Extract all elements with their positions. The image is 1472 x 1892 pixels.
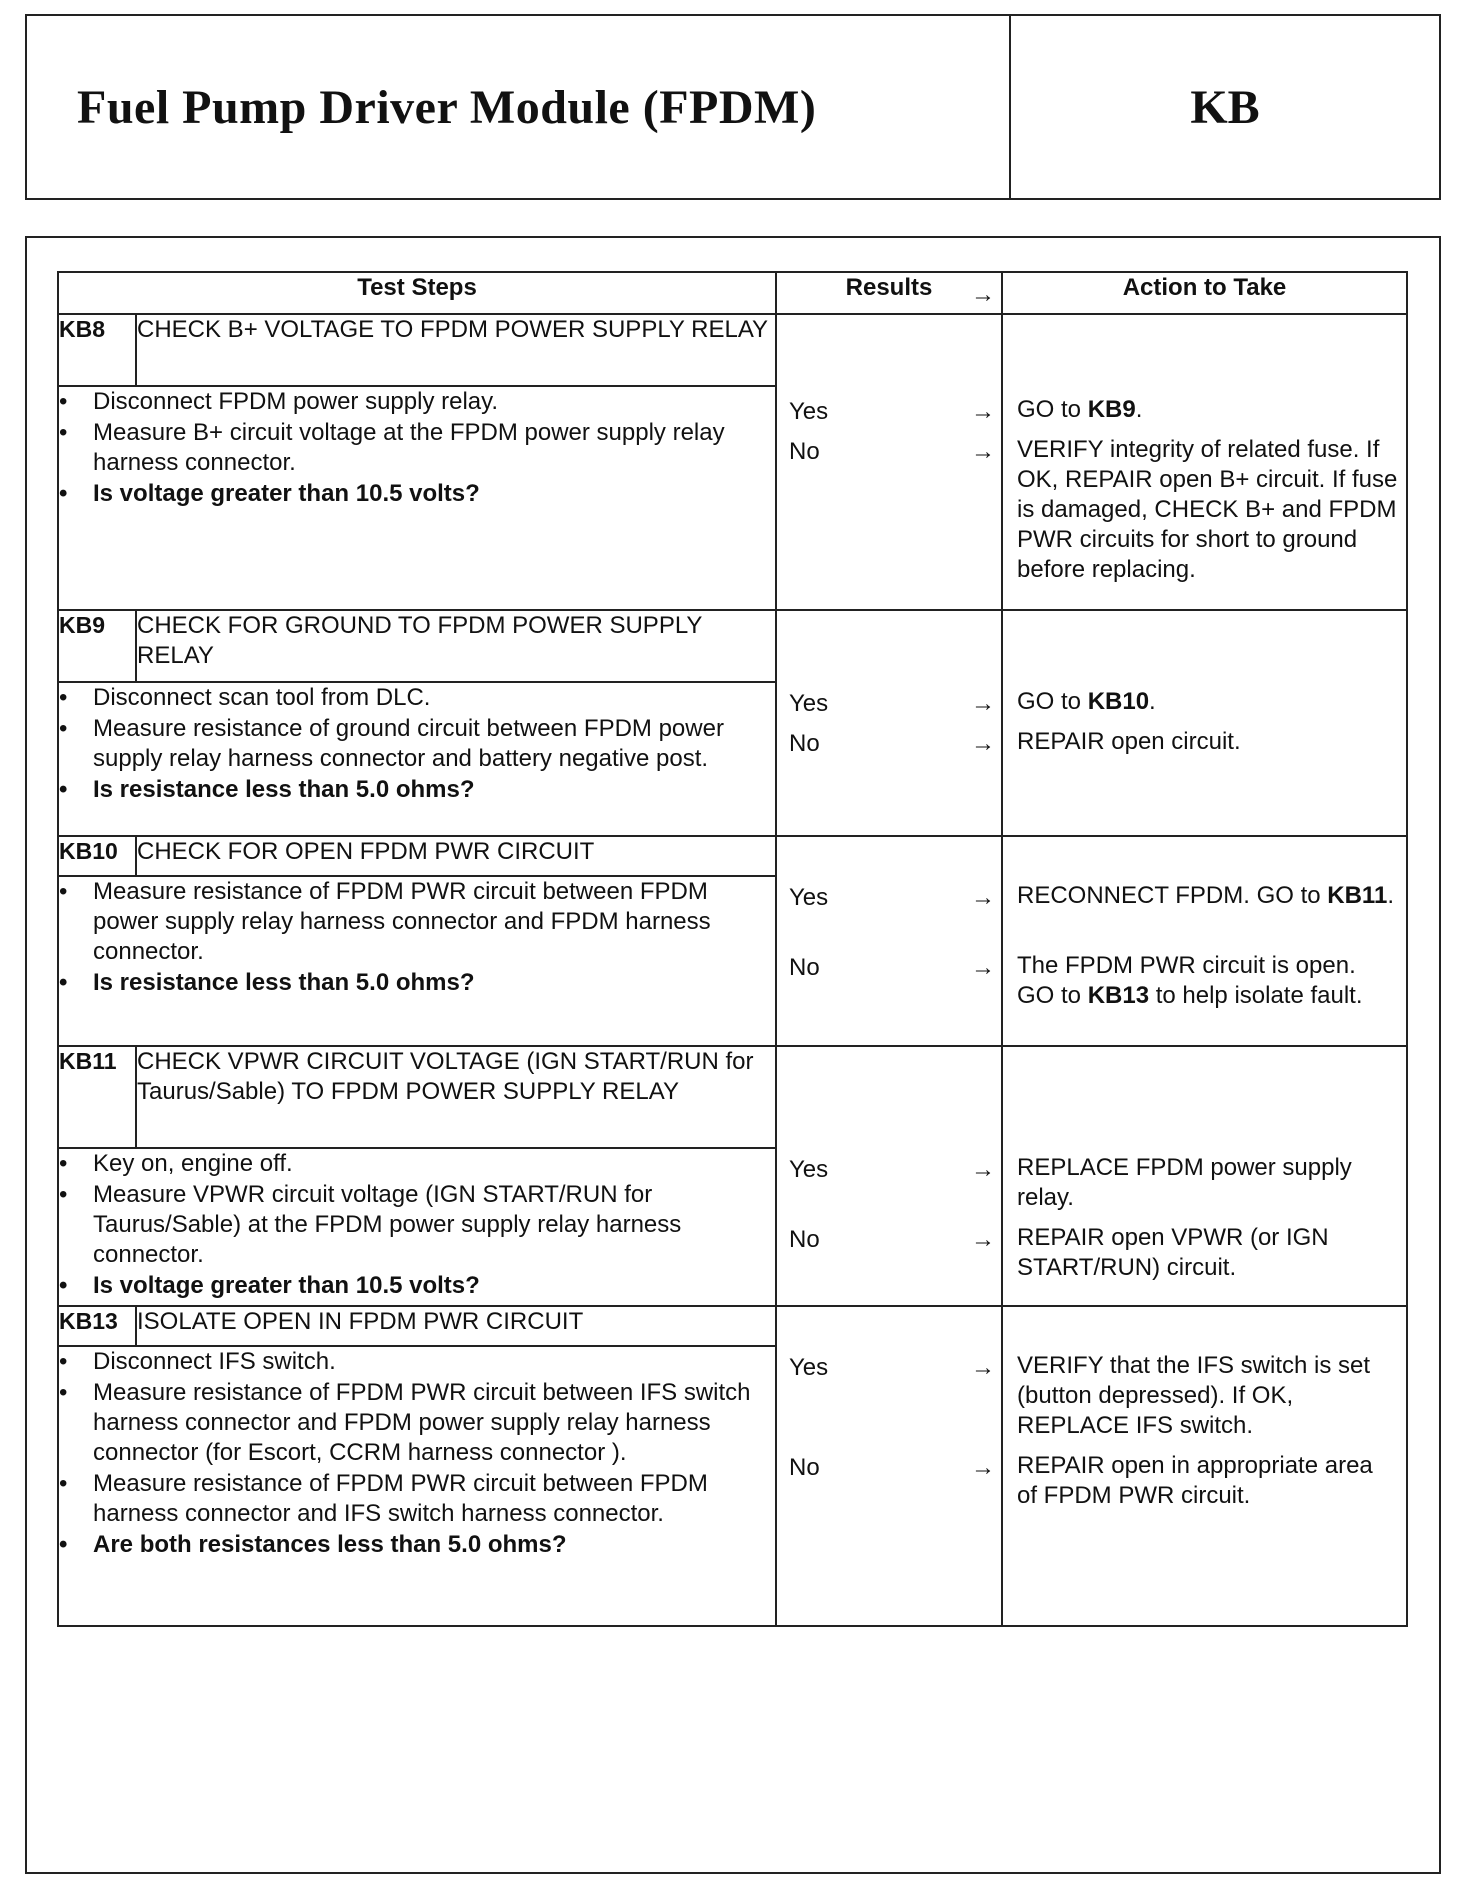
arrow-icon: → [971,1354,995,1381]
header-results [776,272,1002,314]
bullet-question: • Is voltage greater than 10.5 volts? [59,479,775,509]
header-results-label: Results [845,274,933,301]
action-no [1017,951,1398,1011]
action-text: VERIFY integrity of related fuse. If OK, REPAIR open B+ circuit. If fuse is damaged, CHECK B+ and FPDM PWR circuits for short to ground before replacing. [1017,436,1398,583]
step-actions [1002,610,1407,836]
action-text: REPAIR open VPWR (or IGN START/RUN) circuit. [1017,1224,1329,1281]
bullet-item: • Measure resistance of ground circuit between FPDM power supply relay harness connector and battery negative post. [59,714,775,774]
bullet-item: • Key on, engine off. [59,1149,775,1179]
bullet-question: • Is resistance less than 5.0 ohms? [59,775,775,805]
bullet-item: • Measure VPWR circuit voltage (IGN START/RUN for Taurus/Sable) at the FPDM power supply relay harness connector. [59,1180,775,1270]
step-bullets [58,386,776,610]
action-yes [1017,881,1398,911]
step-results [776,836,1002,1046]
action-text-post: to help isolate fault. [1149,982,1363,1009]
test-steps-table [57,271,1408,1627]
bullet-item: • Measure resistance of FPDM PWR circuit between FPDM harness connector and IFS switch harness connector. [59,1469,775,1529]
result-yes [789,1353,995,1383]
step-bullets [58,1346,776,1626]
header-box [25,14,1441,200]
arrow-icon: → [971,690,995,717]
action-text: GO to [1017,688,1088,715]
header-action: Action to Take [1002,272,1407,314]
step-actions [1002,836,1407,1046]
step-title: CHECK VPWR CIRCUIT VOLTAGE (IGN START/RUN for Taurus/Sable) TO FPDM POWER SUPPLY RELAY [136,1046,776,1148]
step-id: KB9 [58,610,136,682]
result-yes [789,689,995,719]
bullet-question: • Are both resistances less than 5.0 ohms? [59,1530,775,1560]
arrow-icon: → [971,730,995,757]
bullet-question: • Is resistance less than 5.0 ohms? [59,968,775,998]
arrow-icon: → [971,438,995,465]
action-text-post: . [1135,396,1143,423]
bullet-item: • Disconnect IFS switch. [59,1347,775,1377]
action-ref: KB13 [1087,982,1150,1009]
step-title: CHECK B+ VOLTAGE TO FPDM POWER SUPPLY RELAY [136,314,776,386]
result-no [789,437,995,467]
step-results [776,610,1002,836]
step-title: ISOLATE OPEN IN FPDM PWR CIRCUIT [136,1306,776,1346]
header-arrow-icon: → [971,281,995,308]
section-code: KB [1190,80,1260,134]
bullet-item: • Measure resistance of FPDM PWR circuit between FPDM power supply relay harness connector and FPDM harness connector. [59,877,775,967]
action-text-post: . [1387,882,1394,909]
action-text: RECONNECT FPDM. GO to [1017,882,1328,909]
step-actions [1002,1306,1407,1626]
action-no [1017,1451,1398,1511]
result-label: No [789,730,820,757]
step-results [776,1046,1002,1306]
result-no [789,1453,995,1483]
header-test-steps: Test Steps [58,272,776,314]
action-text: The FPDM PWR circuit is open. GO to [1017,952,1356,1009]
result-yes [789,397,995,427]
action-text: GO to [1017,396,1088,423]
arrow-icon: → [971,1226,995,1253]
step-id: KB10 [58,836,136,876]
action-ref: KB11 [1327,882,1388,909]
arrow-icon: → [971,1454,995,1481]
step-actions [1002,314,1407,610]
step-bullets [58,1148,776,1306]
result-yes [789,1155,995,1185]
page-title: Fuel Pump Driver Module (FPDM) [27,16,1011,198]
result-label: No [789,954,820,981]
step-bullets [58,682,776,836]
result-no [789,953,995,983]
result-label: Yes [789,398,829,425]
result-label: Yes [789,1354,829,1381]
result-label: No [789,438,820,465]
bullet-item: • Disconnect scan tool from DLC. [59,683,775,713]
action-text: REPAIR open circuit. [1017,728,1241,755]
action-text-post: . [1149,688,1156,715]
action-yes [1017,687,1398,717]
action-yes [1017,395,1398,425]
action-yes [1017,1351,1398,1441]
bullet-item: • Disconnect FPDM power supply relay. [59,387,775,417]
step-title: CHECK FOR OPEN FPDM PWR CIRCUIT [136,836,776,876]
action-text: VERIFY that the IFS switch is set (button depressed). If OK, REPLACE IFS switch. [1017,1352,1371,1439]
result-label: Yes [789,884,829,911]
step-id: KB8 [58,314,136,386]
action-text: REPAIR open in appropriate area of FPDM PWR circuit. [1017,1452,1373,1509]
result-yes [789,883,995,913]
bullet-item: • Measure resistance of FPDM PWR circuit between IFS switch harness connector and FPDM power supply relay harness connector (for Escort, CCRM harness connector ). [59,1378,775,1468]
bullet-question: • Is voltage greater than 10.5 volts? [59,1271,775,1301]
step-results [776,1306,1002,1626]
step-bullets [58,876,776,1046]
result-no [789,1225,995,1255]
step-title: CHECK FOR GROUND TO FPDM POWER SUPPLY RELAY [136,610,776,682]
bullet-item: • Measure B+ circuit voltage at the FPDM power supply relay harness connector. [59,418,775,478]
arrow-icon: → [971,398,995,425]
action-ref: KB9 [1087,396,1136,423]
action-no [1017,435,1398,585]
result-label: No [789,1454,820,1481]
result-label: Yes [789,690,829,717]
action-no [1017,727,1398,757]
result-label: No [789,1226,820,1253]
step-results [776,314,1002,610]
action-yes [1017,1153,1398,1213]
arrow-icon: → [971,1156,995,1183]
action-text: REPLACE FPDM power supply relay. [1017,1154,1352,1211]
result-label: Yes [789,1156,829,1183]
arrow-icon: → [971,884,995,911]
result-no [789,729,995,759]
step-actions [1002,1046,1407,1306]
step-id: KB13 [58,1306,136,1346]
action-no [1017,1223,1398,1283]
action-ref: KB10 [1087,688,1150,715]
arrow-icon: → [971,954,995,981]
step-id: KB11 [58,1046,136,1148]
